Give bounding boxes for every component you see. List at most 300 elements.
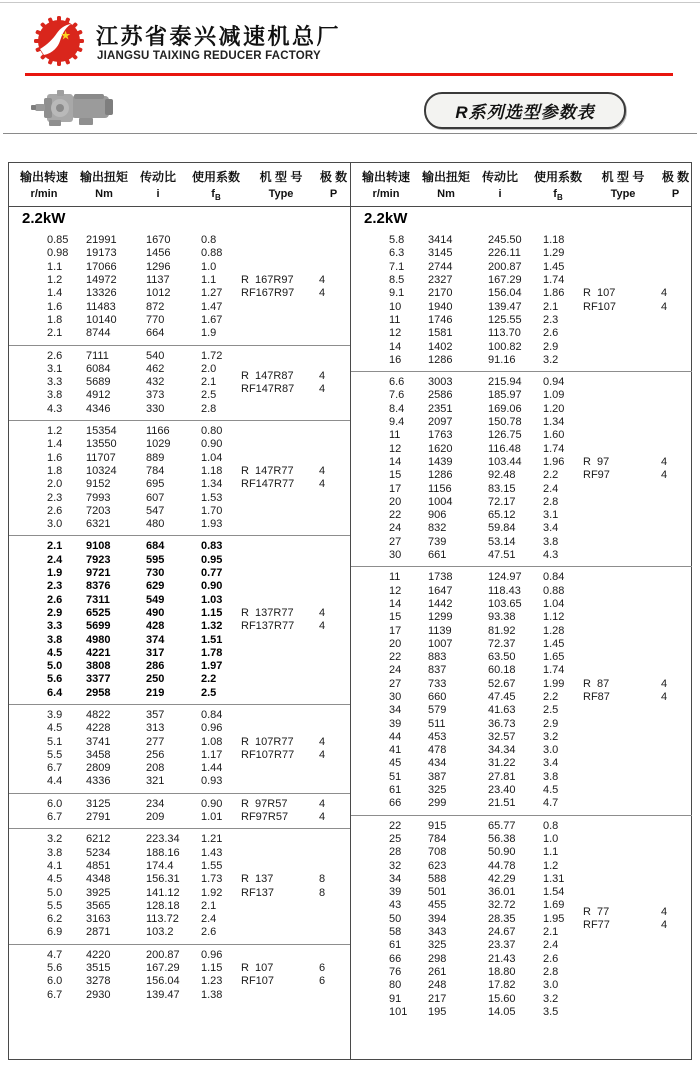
model-type-label: R 77: [583, 906, 610, 919]
ratio-cell: 15.60: [488, 992, 516, 1005]
model-type-row: [241, 465, 325, 478]
col-ratio-label: 传动比: [139, 170, 176, 184]
model-type-block: [241, 230, 325, 344]
output-speed-cell: 5.8: [389, 234, 405, 247]
service-factor-cell: 4.3: [543, 549, 559, 562]
output-speed-cell: 3.2: [47, 833, 63, 846]
model-type-row: [583, 919, 667, 932]
service-factor-cell: 2.8: [543, 965, 559, 978]
power-rating-label: 2.2kW: [22, 210, 66, 228]
output-speed-cell: 3.3: [47, 376, 63, 389]
output-speed-cell: 4.3: [47, 402, 63, 415]
ratio-cell: 124.97: [488, 571, 522, 584]
output-speed-cell: 5.5: [47, 748, 63, 761]
model-type-label: R 97: [583, 455, 610, 468]
service-factor-cell: 2.2: [543, 690, 559, 703]
header-rule: [3, 133, 697, 134]
ratio-cell: 141.12: [146, 886, 180, 899]
pole-count-value: 4: [319, 620, 326, 633]
service-factor-cell: 1.9: [201, 327, 217, 340]
model-type-block: [241, 945, 325, 1006]
output-torque-cell: 1746: [428, 313, 453, 326]
ratio-cell: 32.72: [488, 899, 516, 912]
ratio-group: [351, 566, 692, 814]
service-factor-cell: 2.4: [543, 939, 559, 952]
ratio-cell: 208: [146, 762, 165, 775]
service-factor-cell: 2.1: [543, 926, 559, 939]
service-factor-cell: 0.90: [201, 580, 223, 593]
output-torque-cell: 1439: [428, 455, 453, 468]
output-speed-cell: 6.2: [47, 913, 63, 926]
output-speed-cell: 12: [389, 442, 402, 455]
output-torque-cell: 6525: [86, 606, 111, 619]
col-output-torque-unit: Nm: [95, 188, 113, 200]
output-speed-cell: 4.4: [47, 775, 63, 788]
output-speed-cell: 2.1: [47, 540, 63, 553]
output-speed-cell: 66: [389, 797, 402, 810]
output-torque-cell: 661: [428, 549, 447, 562]
output-speed-cell: 15: [389, 469, 402, 482]
col-model-unit: Type: [268, 188, 294, 200]
output-torque-cell: 2871: [86, 926, 111, 939]
service-factor-cell: 1.23: [201, 975, 223, 988]
output-torque-cell: 4912: [86, 389, 111, 402]
ratio-cell: 313: [146, 722, 165, 735]
ratio-cell: 330: [146, 402, 165, 415]
service-factor-cell: 1.70: [201, 504, 223, 517]
service-factor-cell: 3.1: [543, 509, 559, 522]
output-speed-cell: 6.9: [47, 926, 63, 939]
model-type-label: RF137: [241, 886, 275, 899]
service-factor-cell: 0.77: [201, 567, 223, 580]
ratio-group: [9, 345, 350, 420]
ratio-cell: 549: [146, 593, 165, 606]
ratio-cell: 490: [146, 606, 165, 619]
ratio-cell: 139.47: [488, 300, 522, 313]
output-speed-cell: 34: [389, 704, 402, 717]
service-factor-cell: 1.55: [201, 859, 223, 872]
output-speed-cell: 1.8: [47, 464, 63, 477]
service-factor-cell: 1.29: [543, 247, 565, 260]
output-speed-cell: 43: [389, 899, 402, 912]
ratio-cell: 695: [146, 478, 165, 491]
output-torque-cell: 13326: [86, 287, 117, 300]
output-speed-cell: 45: [389, 757, 402, 770]
service-factor-cell: 1.96: [543, 455, 565, 468]
output-torque-cell: 11707: [86, 451, 116, 464]
output-speed-cell: 3.3: [47, 620, 63, 633]
output-torque-cell: 906: [428, 509, 447, 522]
output-torque-cell: 623: [428, 859, 447, 872]
ratio-cell: 770: [146, 313, 165, 326]
service-factor-cell: 3.5: [543, 1005, 559, 1018]
output-torque-cell: 1007: [428, 637, 453, 650]
output-speed-cell: 3.8: [47, 846, 63, 859]
col-ratio-unit: i: [498, 188, 502, 200]
col-output-speed-label: 输出转速: [19, 170, 68, 184]
service-factor-cell: 1.0: [543, 832, 559, 845]
model-type-label: R 107R77: [241, 735, 294, 748]
output-speed-cell: 20: [389, 637, 402, 650]
service-factor-cell: 0.95: [201, 553, 223, 566]
ratio-cell: 664: [146, 327, 165, 340]
table-body-right: [351, 207, 692, 1059]
output-torque-cell: 1738: [428, 571, 453, 584]
model-type-row: [241, 798, 325, 811]
output-torque-cell: 1402: [428, 340, 453, 353]
ratio-cell: 1137: [146, 274, 170, 287]
col-output-speed-unit: r/min: [372, 188, 400, 200]
ratio-group: [9, 944, 350, 1006]
output-torque-cell: 3377: [86, 673, 111, 686]
ratio-cell: 53.14: [488, 535, 516, 548]
ratio-cell: 226.11: [488, 247, 521, 260]
output-speed-cell: 1.9: [47, 567, 63, 580]
ratio-cell: 93.38: [488, 611, 516, 624]
model-type-label: RF97R57: [241, 811, 289, 824]
col-model-label: 机 型 号: [601, 170, 645, 184]
ratio-cell: 730: [146, 567, 165, 580]
service-factor-cell: 2.6: [543, 327, 559, 340]
output-speed-cell: 30: [389, 690, 402, 703]
pole-count-value: 4: [319, 382, 326, 395]
col-poles-label: 极 数: [319, 170, 348, 184]
output-torque-cell: 3808: [86, 660, 111, 673]
pole-count-value: 4: [661, 469, 668, 482]
col-service-factor-label: 使用系数: [533, 170, 582, 184]
model-type-row: [241, 736, 325, 749]
service-factor-cell: 2.1: [201, 376, 217, 389]
output-torque-cell: 1004: [428, 495, 453, 508]
ratio-cell: 185.97: [488, 389, 522, 402]
service-factor-cell: 1.12: [543, 611, 565, 624]
output-speed-cell: 4.7: [47, 948, 63, 961]
ratio-cell: 200.87: [146, 948, 180, 961]
service-factor-cell: 1.01: [201, 811, 223, 824]
output-torque-cell: 1763: [428, 429, 453, 442]
output-torque-cell: 7923: [86, 553, 111, 566]
model-type-label: RF87: [583, 690, 610, 703]
output-speed-cell: 9.4: [389, 416, 405, 429]
output-torque-cell: 6212: [86, 833, 111, 846]
service-factor-cell: 1.03: [201, 593, 223, 606]
output-speed-cell: 2.3: [47, 491, 63, 504]
output-speed-cell: 0.98: [47, 247, 69, 260]
output-torque-cell: 6084: [86, 362, 111, 375]
ratio-cell: 321: [146, 775, 165, 788]
ratio-cell: 167.29: [488, 274, 522, 287]
model-type-block: [241, 705, 325, 793]
service-factor-cell: 1.0: [201, 260, 217, 273]
service-factor-cell: 1.2: [543, 859, 559, 872]
service-factor-cell: 1.34: [201, 478, 223, 491]
model-type-label: RF107: [241, 975, 275, 988]
service-factor-cell: 1.38: [201, 988, 223, 1001]
service-factor-cell: 1.67: [201, 313, 223, 326]
output-speed-cell: 2.4: [47, 553, 63, 566]
service-factor-cell: 2.8: [201, 402, 217, 415]
output-torque-cell: 343: [428, 926, 447, 939]
column-header: [351, 163, 692, 207]
ratio-cell: 44.78: [488, 859, 516, 872]
ratio-cell: 21.51: [488, 797, 516, 810]
output-torque-cell: 434: [428, 757, 447, 770]
ratio-cell: 607: [146, 491, 165, 504]
output-speed-cell: 15: [389, 611, 402, 624]
ratio-group: [351, 815, 692, 1023]
output-torque-cell: 7311: [86, 593, 110, 606]
output-speed-cell: 8.5: [389, 274, 405, 287]
model-type-row: [241, 274, 325, 287]
model-type-row: [241, 811, 325, 824]
output-speed-cell: 34: [389, 872, 402, 885]
ratio-cell: 1456: [146, 247, 171, 260]
ratio-cell: 357: [146, 708, 165, 721]
output-speed-cell: 76: [389, 965, 402, 978]
output-torque-cell: 4228: [86, 722, 111, 735]
model-type-label: RF97: [583, 469, 610, 482]
output-torque-cell: 3458: [86, 748, 111, 761]
output-speed-cell: 22: [389, 819, 402, 832]
pole-count-value: 4: [319, 287, 326, 300]
pole-count-value: 4: [319, 274, 326, 287]
ratio-cell: 200.87: [488, 260, 522, 273]
output-speed-cell: 5.5: [47, 899, 63, 912]
ratio-cell: 126.75: [488, 429, 522, 442]
ratio-cell: 188.16: [146, 846, 180, 859]
ratio-cell: 31.22: [488, 757, 516, 770]
service-factor-cell: 1.1: [201, 274, 217, 287]
output-speed-cell: 5.6: [47, 673, 63, 686]
output-torque-cell: 501: [428, 886, 447, 899]
model-type-row: [241, 620, 325, 633]
output-torque-cell: 3414: [428, 234, 453, 247]
output-torque-cell: 2586: [428, 389, 453, 402]
service-factor-cell: 3.0: [543, 979, 559, 992]
output-speed-cell: 6.3: [389, 247, 405, 260]
service-factor-cell: 1.92: [201, 886, 223, 899]
ratio-cell: 103.65: [488, 597, 522, 610]
output-torque-cell: 4336: [86, 775, 111, 788]
output-speed-cell: 1.8: [47, 313, 63, 326]
output-torque-cell: 2327: [428, 274, 453, 287]
output-torque-cell: 8744: [86, 327, 111, 340]
ratio-cell: 169.06: [488, 402, 522, 415]
model-type-block: [583, 816, 667, 1023]
service-factor-cell: 2.5: [201, 686, 217, 699]
col-output-speed-unit: r/min: [30, 188, 58, 200]
output-torque-cell: 4348: [86, 873, 111, 886]
service-factor-cell: 1.86: [543, 287, 565, 300]
ratio-cell: 118.43: [488, 584, 521, 597]
output-torque-cell: 4851: [86, 859, 111, 872]
output-torque-cell: 1442: [428, 597, 453, 610]
col-poles-unit: P: [671, 188, 680, 200]
service-factor-cell: 0.96: [201, 948, 223, 961]
ratio-cell: 432: [146, 376, 165, 389]
output-speed-cell: 24: [389, 522, 402, 535]
pole-count-value: 4: [319, 478, 326, 491]
ratio-cell: 65.12: [488, 509, 516, 522]
output-speed-cell: 27: [389, 535, 402, 548]
output-torque-cell: 3163: [86, 913, 111, 926]
service-factor-cell: 0.83: [201, 540, 223, 553]
service-factor-cell: 1.54: [543, 886, 565, 899]
ratio-group: [9, 535, 350, 704]
output-speed-cell: 58: [389, 926, 402, 939]
output-speed-cell: 1.4: [47, 438, 63, 451]
model-type-row: [241, 975, 325, 988]
series-title-badge: [424, 92, 626, 129]
pole-count-value: 4: [319, 606, 326, 619]
gearmotor-photo-icon: [27, 86, 119, 131]
output-speed-cell: 12: [389, 584, 402, 597]
service-factor-cell: 4.7: [543, 797, 559, 810]
output-torque-cell: 299: [428, 797, 447, 810]
service-factor-cell: 2.4: [543, 482, 559, 495]
service-factor-cell: 0.84: [543, 571, 565, 584]
service-factor-cell: 3.8: [543, 535, 559, 548]
service-factor-cell: 0.8: [543, 819, 559, 832]
ratio-cell: 286: [146, 660, 165, 673]
output-speed-cell: 4.1: [47, 859, 63, 872]
model-type-row: [241, 887, 325, 900]
model-type-label: RF167R97: [241, 287, 295, 300]
output-torque-cell: 883: [428, 651, 447, 664]
output-speed-cell: 27: [389, 677, 402, 690]
output-torque-cell: 17066: [86, 260, 117, 273]
model-type-label: RF107: [583, 300, 617, 313]
output-speed-cell: 5.6: [47, 962, 63, 975]
output-speed-cell: 7.6: [389, 389, 405, 402]
col-model-label: 机 型 号: [259, 170, 303, 184]
service-factor-cell: 1.21: [201, 833, 223, 846]
output-speed-cell: 6.0: [47, 975, 63, 988]
output-speed-cell: 20: [389, 495, 402, 508]
ratio-group: [9, 793, 350, 829]
output-speed-cell: 61: [389, 784, 402, 797]
ratio-group: [9, 420, 350, 535]
company-name-cn: 江苏省泰兴减速机总厂: [96, 24, 342, 49]
output-torque-cell: 588: [428, 872, 447, 885]
service-factor-cell: 0.8: [201, 234, 217, 247]
output-torque-cell: 1286: [428, 469, 453, 482]
output-torque-cell: 10324: [86, 464, 117, 477]
page-top-rule: [0, 2, 700, 3]
ratio-cell: 547: [146, 504, 165, 517]
output-speed-cell: 1.4: [47, 287, 63, 300]
output-speed-cell: 39: [389, 717, 402, 730]
output-torque-cell: 1620: [428, 442, 453, 455]
output-speed-cell: 1.1: [47, 260, 63, 273]
pole-count-value: 8: [319, 886, 326, 899]
ratio-cell: 72.37: [488, 637, 516, 650]
output-torque-cell: 248: [428, 979, 447, 992]
ratio-cell: 92.48: [488, 469, 516, 482]
output-torque-cell: 2351: [428, 402, 453, 415]
output-speed-cell: 6.7: [47, 762, 63, 775]
ratio-cell: 103.2: [146, 926, 174, 939]
output-torque-cell: 2097: [428, 416, 453, 429]
table-half-left: [9, 163, 350, 1059]
output-speed-cell: 16: [389, 353, 402, 366]
ratio-cell: 156.04: [146, 975, 180, 988]
ratio-cell: 128.18: [146, 899, 180, 912]
model-type-label: RF107R77: [241, 748, 295, 761]
model-type-block: [241, 829, 325, 943]
service-factor-cell: 1.45: [543, 260, 565, 273]
ratio-cell: 47.45: [488, 690, 516, 703]
output-torque-cell: 2170: [428, 287, 453, 300]
ratio-cell: 889: [146, 451, 165, 464]
output-torque-cell: 11483: [86, 300, 116, 313]
output-speed-cell: 3.8: [47, 633, 63, 646]
model-type-row: [583, 287, 667, 300]
output-speed-cell: 2.0: [47, 478, 63, 491]
output-torque-cell: 261: [428, 965, 447, 978]
ratio-cell: 1296: [146, 260, 171, 273]
ratio-cell: 250: [146, 673, 165, 686]
output-torque-cell: 3515: [86, 962, 111, 975]
service-factor-cell: 1.95: [543, 912, 565, 925]
service-factor-cell: 3.2: [543, 353, 559, 366]
ratio-cell: 256: [146, 748, 165, 761]
service-factor-cell: 1.78: [201, 646, 223, 659]
service-factor-cell: 1.74: [543, 442, 565, 455]
output-torque-cell: 19173: [86, 247, 117, 260]
output-torque-cell: 455: [428, 899, 447, 912]
output-torque-cell: 10140: [86, 313, 117, 326]
parameter-table: [8, 162, 692, 1060]
col-service-factor-unit: $f_B$: [211, 188, 221, 203]
service-factor-cell: 1.51: [201, 633, 223, 646]
output-speed-cell: 2.6: [47, 349, 63, 362]
ratio-cell: 56.38: [488, 832, 516, 845]
output-speed-cell: 22: [389, 651, 402, 664]
service-factor-cell: 1.04: [201, 451, 223, 464]
service-factor-cell: 2.9: [543, 717, 559, 730]
output-speed-cell: 6.6: [389, 376, 405, 389]
model-type-row: [241, 607, 325, 620]
output-torque-cell: 15354: [86, 425, 117, 438]
service-factor-cell: 3.0: [543, 744, 559, 757]
service-factor-cell: 3.4: [543, 522, 559, 535]
ratio-cell: 59.84: [488, 522, 516, 535]
output-torque-cell: 739: [428, 535, 447, 548]
model-type-row: [583, 678, 667, 691]
output-speed-cell: 5.1: [47, 735, 63, 748]
output-torque-cell: 325: [428, 939, 447, 952]
output-speed-cell: 6.4: [47, 686, 63, 699]
service-factor-cell: 1.93: [201, 518, 223, 531]
model-type-row: [241, 749, 325, 762]
ratio-cell: 34.34: [488, 744, 516, 757]
output-speed-cell: 4.5: [47, 873, 63, 886]
output-torque-cell: 6321: [86, 518, 111, 531]
company-name-en: JIANGSU TAIXING REDUCER FACTORY: [97, 50, 321, 62]
service-factor-cell: 1.15: [201, 962, 223, 975]
ratio-cell: 21.43: [488, 952, 516, 965]
ratio-cell: 480: [146, 518, 165, 531]
service-factor-cell: 1.74: [543, 274, 565, 287]
series-title-text: R系列选型参数表: [455, 103, 595, 122]
ratio-cell: 113.70: [488, 327, 521, 340]
model-type-label: R 167R97: [241, 274, 294, 287]
service-factor-cell: 2.3: [543, 313, 559, 326]
output-speed-cell: 2.3: [47, 580, 63, 593]
pole-count-value: 8: [319, 873, 326, 886]
model-type-row: [241, 383, 325, 396]
